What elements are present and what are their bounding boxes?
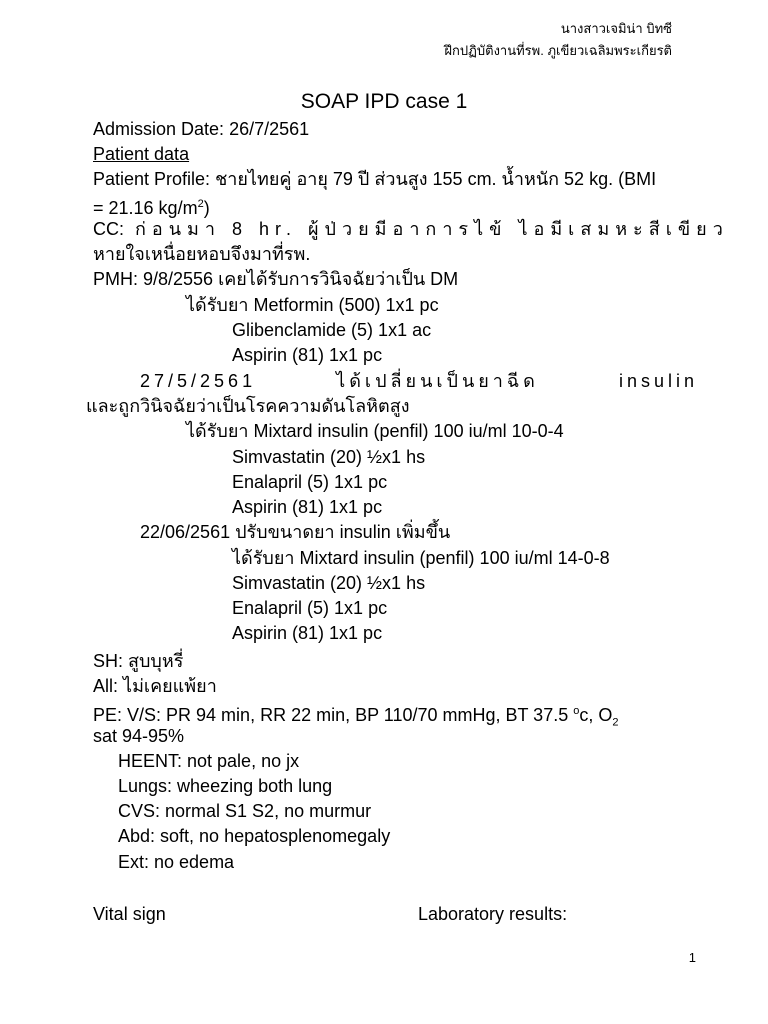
profile-value: ชายไทยคู่ อายุ 79 ปี ส่วนสูง 155 cm. น้ำหนัก 52 kg. (BMI [210, 169, 657, 189]
cc-line2: หายใจเหนื่อยหอบจึงมาที่รพ. [93, 244, 311, 264]
med-list-item: ได้รับยา Mixtard insulin (penfil) 100 iu/ml 10-0-4 [186, 421, 564, 441]
degree-symbol: o [573, 705, 580, 717]
pe-finding: Lungs: wheezing both lung [118, 776, 333, 796]
pmh [93, 268, 458, 290]
med-list-item: Enalapril (5) 1x1 pc [232, 472, 388, 492]
pe-label: PE [93, 705, 118, 725]
med-list-item: Aspirin (81) 1x1 pc [232, 623, 383, 643]
social-history [93, 650, 183, 672]
chief-complaint [93, 218, 729, 240]
allergy [93, 675, 217, 697]
med-list-item: Simvastatin (20) ½x1 hs [232, 573, 426, 593]
admission-date [93, 118, 309, 140]
pe-c-o: c, O [579, 705, 613, 725]
pmh-label: PMH: [93, 269, 138, 289]
all-label: All: [93, 676, 119, 696]
vital-sign-heading: Vital sign [93, 904, 166, 924]
sh-label: SH: [93, 651, 124, 671]
pe-value: : V/S: PR 94 min, RR 22 min, BP 110/70 mmHg, BT 37.5 [117, 705, 574, 725]
med-list-item: Simvastatin (20) ½x1 hs [232, 447, 426, 467]
bmi-line [93, 193, 210, 219]
cc-label: CC: [93, 219, 124, 239]
training-site: ฝึกปฏิบัติงานที่รพ. ภูเขียวเฉลิมพระเกียรติ [444, 43, 672, 58]
med-list-item: Aspirin (81) 1x1 pc [232, 497, 383, 517]
med-list-item: Glibenclamide (5) 1x1 ac [232, 320, 432, 340]
page-title: SOAP IPD case 1 [300, 90, 468, 113]
author-name: นางสาวเจมิน่า บิทซี [560, 21, 672, 36]
pmh-event-3: 22/06/2561 ปรับขนาดยา insulin เพิ่มขึ้น [140, 522, 451, 542]
pe-finding: Ext: no edema [118, 852, 235, 872]
admission-value: 26/7/2561 [224, 119, 310, 139]
laboratory-heading: Laboratory results: [418, 904, 568, 924]
med-list-item: Aspirin (81) 1x1 pc [232, 345, 383, 365]
bmi-sup: 2 [197, 198, 204, 210]
cc-line1: ก่อนมา 8 hr. ผู้ป่วยมีอาการไข้ ไอมีเสมหะสีเขียว [124, 219, 729, 239]
med-list-item: Enalapril (5) 1x1 pc [232, 598, 388, 618]
med-list-item: ได้รับยา Mixtard insulin (penfil) 100 iu/ml 14-0-8 [232, 548, 610, 568]
pmh-event-2-cont: และถูกวินิจฉัยว่าเป็นโรคความดันโลหิตสูง [86, 396, 410, 416]
patient-profile [93, 168, 656, 190]
pe-finding: CVS: normal S1 S2, no murmur [118, 801, 372, 821]
pe-finding: Abd: soft, no hepatosplenomegaly [118, 826, 391, 846]
pmh-value: 9/8/2556 เคยได้รับการวินิจฉัยว่าเป็น DM [138, 269, 459, 289]
oxygen-subscript: 2 [612, 716, 619, 729]
all-value: ไม่เคยแพ้ยา [118, 676, 217, 696]
sh-value: สูบบุหรี่ [123, 651, 184, 671]
admission-label: Admission Date: [93, 119, 225, 139]
med-list-item: ได้รับยา Metformin (500) 1x1 pc [186, 295, 439, 315]
pe-line2: sat 94-95% [93, 726, 185, 746]
pmh-event-2: 27/5/2561 ได้เปลี่ยนเป็นยาฉีด insulin [140, 371, 698, 391]
profile-label: Patient Profile: [93, 169, 211, 189]
page-number: 1 [688, 950, 696, 965]
bmi-end: ) [203, 198, 210, 218]
bmi-value: = 21.16 kg/m [93, 198, 198, 218]
pe-finding: HEENT: not pale, no jx [118, 751, 300, 771]
patient-data-heading: Patient data [93, 144, 190, 164]
